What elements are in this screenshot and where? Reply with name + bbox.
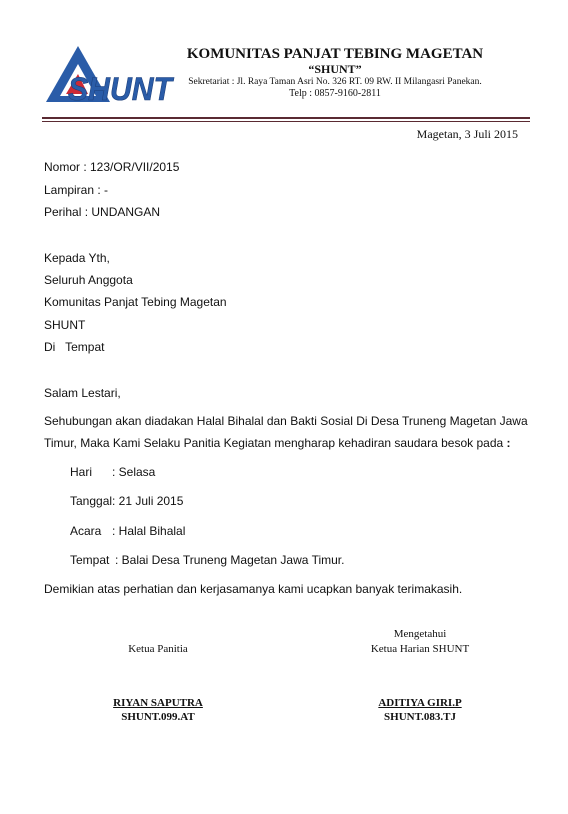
detail-label-event: Acara [70,524,102,538]
detail-label-day: Hari [70,465,93,479]
signature-right-name: ADITIYA GIRI.P [378,697,462,709]
recipient-line: SHUNT [44,318,86,332]
recipient-line: Seluruh Anggota [44,273,133,287]
organization-name: KOMUNITAS PANJAT TEBING MAGETAN [186,46,484,62]
body-text-line [44,436,511,450]
recipient-line: Kepada Yth, [44,251,110,265]
recipient-line: Komunitas Panjat Tebing Magetan [44,295,227,309]
recipient-line: Di Tempat [44,340,105,354]
signature-left-name: RIYAN SAPUTRA [113,697,203,709]
closing-text: Demikian atas perhatian dan kerjasamanya kami ucapkan banyak terimakasih. [44,582,463,596]
detail-value-day: : Selasa [112,465,156,479]
signature-left-id: SHUNT.099.AT [121,711,195,723]
shunt-logo [44,44,176,104]
detail-value-date: : 21 Juli 2015 [112,494,184,508]
signature-right-title: Ketua Harian SHUNT [370,643,470,655]
body-text-line: Sehubungan akan diadakan Halal Bihalal dan Bakti Sosial Di Desa Truneng Magetan Jawa [44,414,528,428]
detail-value-event: : Halal Bihalal [112,524,186,538]
body-colon: : [503,436,511,450]
letter-date: Magetan, 3 Juli 2015 [416,127,518,141]
header-divider-thin [42,121,530,122]
organization-address: Sekretariat : Jl. Raya Taman Asri No. 326 RT. 09 RW. II Milangasri Panekan. [188,77,482,87]
organization-nickname: “SHUNT” [308,62,362,76]
logo-text: SHUNT [68,71,175,104]
body-text: Timur, Maka Kami Selaku Panitia Kegiatan mengharap kehadiran saudara besok pada [44,436,504,450]
detail-label-place: Tempat [70,553,110,567]
salutation: Salam Lestari, [44,386,121,400]
signature-left-title: Ketua Panitia [128,643,188,655]
detail-label-date: Tanggal [70,494,113,508]
letter-attachment: Lampiran : - [44,183,109,197]
letter-subject: Perihal : UNDANGAN [44,205,161,219]
signature-right-id: SHUNT.083.TJ [384,711,456,723]
detail-value-place: : Balai Desa Truneng Magetan Jawa Timur. [115,553,345,567]
letter-number: Nomor : 123/OR/VII/2015 [44,160,180,174]
organization-telephone: Telp : 0857-9160-2811 [289,88,381,99]
header-divider-thick [42,117,530,119]
signature-right-acknowledgement: Mengetahui [393,628,447,640]
